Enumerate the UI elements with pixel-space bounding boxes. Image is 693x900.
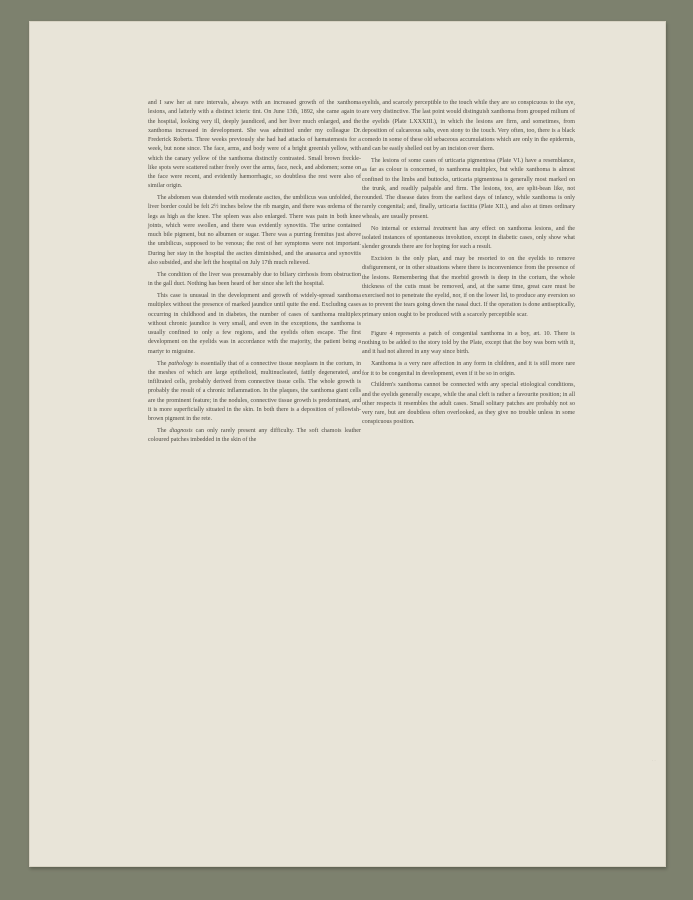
paragraph: Excision is the only plan, and may be resorted to on the eyelids to remove disfigurement, or in other situations where there is inconvenience from the presence of the lesions. Remembering that the morbid growth is deep in the corium, the whole thickness of the cutis must be removed, and, at the same time, great care must be exercised not to penetrate the eyelid, nor, if on the lower lid, to produce any eversion so as to prevent the tears going down the nasal duct. If the operation is done antiseptically, primary union ought to be produced with a scarcely perceptible scar. [362,256,575,318]
left-text-column [148,99,361,448]
paragraph: Figure 4 represents a patch of congenital xanthoma in a boy, æt. 10. There is nothing to be added to the story told by the Plate, except that the boy was born with it, and it had not altered in any way since birth. [362,330,575,356]
paragraph-pathology [148,360,361,425]
paragraph: The lesions of some cases of urticaria pigmentosa (Plate VI.) have a resemblance, as far as colour is concerned, to xanthoma multiplex, but while xanthoma is almost confined to the limbs and buttocks, urticaria pigmentosa is generally most marked on the trunk, and readily palpable and firm. The lesions, too, are split-bean like, not rounded. The disease dates from the earliest days of infancy, while xanthoma is only rarely congenital; and, finally, urticaria factitia (Plate XII.), and also at times ordinary wheals, are usually present. [362,158,575,220]
text-run: is essentially that of a connective tissue neoplasm in the corium, in the meshes of which are large epithelioid, multinucleated, fattily degenerated, and infiltrated cells, probably derived from connective tissue cells. The whole growth is probably the result of a chronic inflammation. In the plaques, the xanthoma giant cells are the prominent feature; in the nodules, connective tissue growth is predominant, and it is more superficially situated in the skin. In both there is a deposition of yellowish-brown pigment in the rete. [148,360,362,422]
paragraph-treatment [362,225,575,253]
right-text-column [362,99,575,430]
paragraph: The condition of the liver was presumably due to biliary cirrhosis from obstruction in the gall duct. Nothing has been heard of her since she left the hospital. [148,271,361,288]
paragraph: The abdomen was distended with moderate ascites, the umbilicus was unfolded, the liver border could be felt 2½ inches below the rib margin, and there was œdema of the legs as high as the knee. The spleen was also enlarged. There was pain in both knee joints, which were swollen, and there was evidently synovitis. The urine contained much bile pigment, but no albumen or sugar. There was a purring fremitus just above the umbilicus, supposed to be venous; the rest of her symptoms were not important. During her stay in the hospital the ascites diminished, and the anasarca and synovitis also subsided, and she left the hospital on July 17th much relieved. [148,195,361,266]
text-run: No internal or external [371,225,434,232]
paragraph: and I saw her at rare intervals, always with an increased growth of the xanthoma lesions, and latterly with a distinct icteric tint. On June 13th, 1892, she came again to the hospital, looking very ill, deeply jaundiced, and her liver much enlarged, and the xanthoma increased in development. She was admitted under my colleague Dr. Frederick Roberts. Three weeks previously she had had attacks of hæmatemesis for a week, but none since. The face, arms, and body were of a bright greenish yellow, with which the canary yellow of the xanthoma distinctly contrasted. Small brown freckle-like spots were scattered rather freely over the arms, face, neck, and abdomen; some on the face were recent, and evidently hæmorrhagic, so doubtless the rest were also of similar origin. [148,100,361,190]
text-run: The [157,360,169,367]
paragraph: Xanthoma is a very rare affection in any form in children, and it is still more rare for it to be congenital in development, even if it be so in origin. [362,361,575,377]
paragraph: Children's xanthoma cannot be connected with any special etiological conditions, and the eyelids generally escape, while the anal cleft is rather a favourite position; in all other respects it resembles the adult cases. Small solitary patches are probably not so very rare, but are doubtless often overlooked, as they give no trouble unless in some conspicuous position. [362,382,575,426]
paper-mark: · · [652,758,656,763]
italic-term: treatment [433,225,457,232]
paragraph: eyelids, and scarcely perceptible to the touch while they are so conspicuous to the eye, are very distinctive. The last point would distinguish xanthoma from grouped milium of the eyelids (Plate LXXXIII.), in which the lesions are firm, and sometimes, from deposition of calcareous salts, even stony to the touch. Very often, too, there is a black comedo in some of these old sebaceous accumulations which are only in the epidermis, and can be easily shelled out by an incision over them. [362,100,575,153]
text-run: can only rarely present any difficulty. The soft chamois leather coloured patches imbedded in the skin of the [148,427,361,444]
paragraph-diagnosis [148,427,361,446]
text-run: The [157,427,170,434]
text-run: has any effect on xanthoma lesions, and the isolated instances of spontaneous involution, except in diabetic cases, only show what slender grounds there are for hoping for such a result. [362,225,575,251]
paper-sheet [29,21,666,867]
italic-term: diagnosis [169,427,193,434]
paragraph: This case is unusual in the development and growth of widely-spread xanthoma multiplex without the presence of marked jaundice until quite the end. Excluding cases occurring in childhood and in diabetes, the number of cases of xanthoma multiplex without chronic jaundice is very small, and even in the exceptions, the xanthoma is usually confined to only a few regions, and the eyelids often escape. The first development on the eyelids was in accordance with the majority, the patient being a martyr to migraine. [148,293,361,355]
italic-term: pathology [168,360,193,367]
